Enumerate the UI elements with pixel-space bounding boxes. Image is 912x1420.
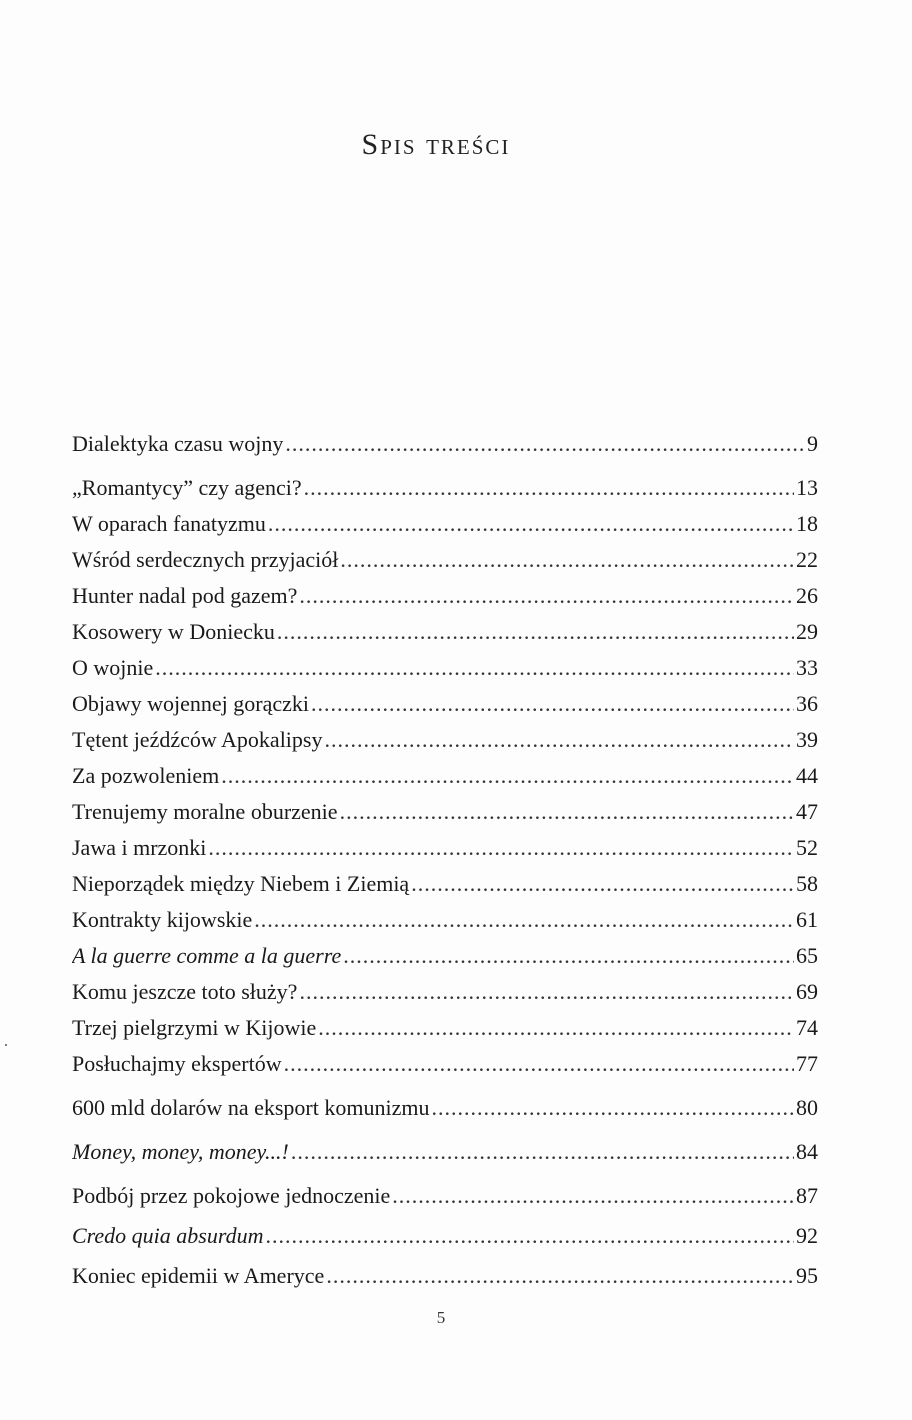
toc-entry	[72, 688, 818, 720]
toc-entry-title: A la guerre comme a la guerre	[72, 943, 342, 968]
toc-dot-leader	[343, 940, 794, 972]
toc-entry-title: Nieporządek między Niebem i Ziemią	[72, 871, 410, 896]
toc-dot-leader	[311, 688, 794, 720]
toc-entry-page: 9	[807, 431, 818, 456]
toc-entry	[72, 580, 818, 612]
toc-dot-leader	[254, 904, 794, 936]
toc-dot-leader	[155, 652, 794, 684]
toc-dot-leader	[221, 760, 794, 792]
toc-entry	[72, 652, 818, 684]
toc-entry	[72, 472, 818, 504]
toc-entry-page: 92	[796, 1223, 818, 1248]
toc-dot-leader	[208, 832, 794, 864]
toc-entry	[72, 904, 818, 936]
toc-entry	[72, 428, 818, 460]
toc-entry	[72, 1136, 818, 1168]
toc-entry-title: W oparach fanatyzmu	[72, 511, 266, 536]
toc-entry-title: 600 mld dolarów na eksport komunizmu	[72, 1095, 430, 1120]
toc-entry	[72, 1048, 818, 1080]
toc-entry-page: 22	[796, 547, 818, 572]
toc-entry-page: 65	[796, 943, 818, 968]
toc-entry-title: Trzej pielgrzymi w Kijowie	[72, 1015, 317, 1040]
toc-entry-title: Kosowery w Doniecku	[72, 619, 275, 644]
toc-dot-leader	[324, 724, 794, 756]
toc-entry	[72, 832, 818, 864]
toc-dot-leader	[326, 1260, 794, 1292]
toc-entry	[72, 616, 818, 648]
toc-dot-leader	[299, 580, 794, 612]
toc-entry-page: 13	[796, 475, 818, 500]
toc-entry-page: 52	[796, 835, 818, 860]
toc-entry-page: 80	[796, 1095, 818, 1120]
toc-entry-title: Komu jeszcze toto służy?	[72, 979, 298, 1004]
toc-entry	[72, 796, 818, 828]
toc-entry-title: Hunter nadal pod gazem?	[72, 583, 298, 608]
toc-dot-leader	[277, 616, 794, 648]
toc-dot-leader	[266, 1220, 795, 1252]
toc-entry-title: Dialektyka czasu wojny	[72, 431, 284, 456]
toc-entry	[72, 724, 818, 756]
toc-entry-page: 69	[796, 979, 818, 1004]
toc-entry-page: 84	[796, 1139, 818, 1164]
toc-dot-leader	[284, 1048, 794, 1080]
page-number: 5	[436, 1308, 446, 1327]
toc-entry-title: Podbój przez pokojowe jednoczenie	[72, 1183, 391, 1208]
toc-entry-page: 95	[796, 1263, 818, 1288]
toc-entry-title: Money, money, money...!	[72, 1139, 289, 1164]
toc-entry-page: 18	[796, 511, 818, 536]
toc-entry-title: Kontrakty kijowskie	[72, 907, 253, 932]
toc-entry-title: Posłuchajmy ekspertów	[72, 1051, 282, 1076]
toc-dot-leader	[392, 1180, 794, 1212]
toc-entry-page: 44	[796, 763, 818, 788]
toc-dot-leader	[340, 544, 794, 576]
toc-entry-title: Tętent jeźdźców Apokalipsy	[72, 727, 323, 752]
toc-dot-leader	[299, 976, 794, 1008]
toc-dot-leader	[268, 508, 794, 540]
toc-entry	[72, 868, 818, 900]
toc-dot-leader	[431, 1092, 794, 1124]
toc-entry	[72, 508, 818, 540]
page-title: Spis treści	[361, 128, 511, 161]
toc-entry-title: Koniec epidemii w Ameryce	[72, 1263, 325, 1288]
toc-entry	[72, 760, 818, 792]
toc-entry-title: Trenujemy moralne oburzenie	[72, 799, 338, 824]
scan-speck	[5, 1044, 7, 1046]
toc-dot-leader	[340, 796, 794, 828]
toc-entry	[72, 976, 818, 1008]
toc-entry-title: Credo quia absurdum	[72, 1223, 264, 1248]
toc-entry-page: 36	[796, 691, 818, 716]
toc-entry-title: Objawy wojennej gorączki	[72, 691, 310, 716]
toc-entry-page: 33	[796, 655, 818, 680]
toc-entry	[72, 1220, 818, 1252]
toc-dot-leader	[285, 428, 805, 460]
toc-entry	[72, 544, 818, 576]
toc-entry	[72, 1012, 818, 1044]
toc-dot-leader	[411, 868, 794, 900]
toc-entry	[72, 1180, 818, 1212]
toc-dot-leader	[291, 1136, 794, 1168]
toc-entry-title: Jawa i mrzonki	[72, 835, 207, 860]
toc-entry-title: „Romantycy” czy agenci?	[72, 475, 302, 500]
toc-entry-title: Wśród serdecznych przyjaciół	[72, 547, 339, 572]
toc-entry-page: 47	[796, 799, 818, 824]
toc-entry	[72, 1092, 818, 1124]
toc-entry-page: 87	[796, 1183, 818, 1208]
toc-entry-page: 39	[796, 727, 818, 752]
toc-dot-leader	[304, 472, 794, 504]
toc-entry-page: 26	[796, 583, 818, 608]
toc-dot-leader	[318, 1012, 794, 1044]
toc-entry-page: 29	[796, 619, 818, 644]
toc-entry	[72, 940, 818, 972]
toc-entry	[72, 1260, 818, 1292]
toc-entry-page: 77	[796, 1051, 818, 1076]
toc-entry-title: O wojnie	[72, 655, 154, 680]
toc-entry-page: 58	[796, 871, 818, 896]
toc-entry-title: Za pozwoleniem	[72, 763, 220, 788]
toc-entry-page: 74	[796, 1015, 818, 1040]
toc-entry-page: 61	[796, 907, 818, 932]
